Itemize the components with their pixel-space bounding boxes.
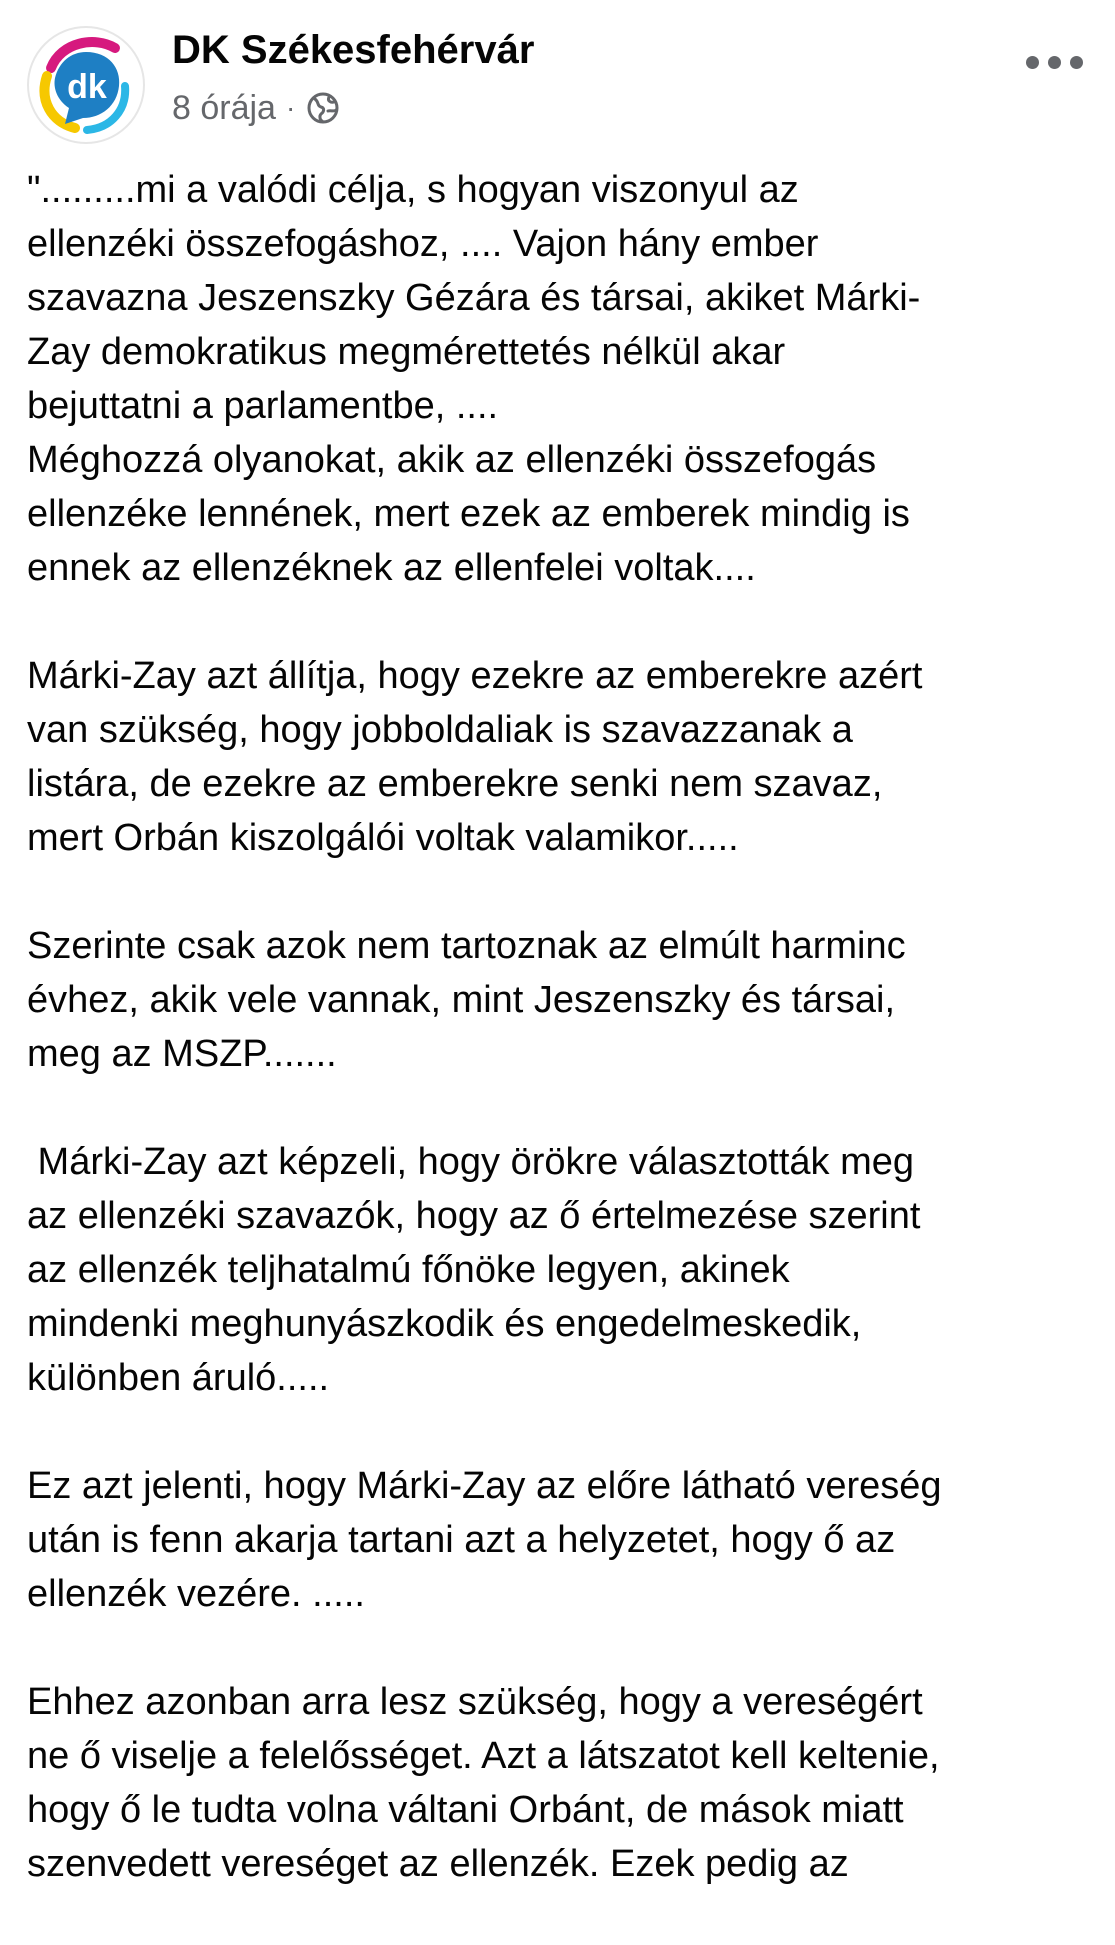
text-line: szenvedett vereséget az ellenzék. Ezek pedig az [27, 1843, 849, 1885]
text-line: évhez, akik vele vannak, mint Jeszenszky és társai, [27, 979, 896, 1021]
post-paragraph [27, 919, 1097, 1081]
text-line: mert Orbán kiszolgálói voltak valamikor..... [27, 817, 739, 859]
text-line: Ehhez azonban arra lesz szükség, hogy a vereségért [27, 1681, 923, 1723]
text-line: bejuttatni a parlamentbe, .... [27, 385, 499, 427]
page-name[interactable]: DK Székesfehérvár [172, 28, 535, 72]
text-line: van szükség, hogy jobboldaliak is szavazzanak a [27, 709, 853, 751]
text-line: ne ő viselje a felelősséget. Azt a látszatot kell keltenie, [27, 1735, 940, 1777]
text-line: hogy ő le tudta volna váltani Orbánt, de mások miatt [27, 1789, 904, 1831]
text-line: Szerinte csak azok nem tartoznak az elmúlt harminc [27, 925, 906, 967]
post-timestamp[interactable]: 8 órája [172, 88, 276, 127]
text-line: szavazna Jeszenszky Gézára és társai, akiket Márki- [27, 277, 921, 319]
text-line: ellenzék vezére. ..... [27, 1573, 365, 1615]
page-avatar[interactable] [27, 26, 145, 144]
text-line: Ez azt jelenti, hogy Márki-Zay az előre látható vereség [27, 1465, 942, 1507]
more-options-button[interactable] [1024, 38, 1086, 82]
globe-icon[interactable] [305, 90, 341, 126]
post-paragraph [27, 1675, 1097, 1891]
post-paragraph [27, 1135, 1097, 1405]
text-line: ".........mi a valódi célja, s hogyan viszonyul az [27, 169, 799, 211]
post-paragraph [27, 163, 1097, 595]
text-line: után is fenn akarja tartani azt a helyzetet, hogy ő az [27, 1519, 896, 1561]
meta-separator: · [285, 92, 296, 123]
text-line: ellenzéki összefogáshoz, .... Vajon hány ember [27, 223, 819, 265]
post-text [27, 163, 1097, 1945]
text-line: ennek az ellenzéknek az ellenfelei voltak.... [27, 547, 756, 589]
post-meta [172, 86, 341, 130]
post-paragraph [27, 649, 1097, 865]
logo-text: dk [67, 68, 107, 106]
post-paragraph [27, 1459, 1097, 1621]
text-line: Márki-Zay azt képzeli, hogy örökre választották meg [27, 1141, 915, 1183]
text-line: különben áruló..... [27, 1357, 330, 1399]
text-line: Márki-Zay azt állítja, hogy ezekre az emberekre azért [27, 655, 923, 697]
dk-logo-icon [29, 28, 143, 142]
text-line: Zay demokratikus megmérettetés nélkül akar [27, 331, 786, 373]
text-line: ellenzéke lennének, mert ezek az emberek mindig is [27, 493, 910, 535]
text-line: mindenki meghunyászkodik és engedelmeskedik, [27, 1303, 862, 1345]
more-dots-icon [1070, 56, 1083, 69]
text-line: az ellenzék teljhatalmú főnöke legyen, akinek [27, 1249, 790, 1291]
more-dots-icon [1026, 56, 1039, 69]
text-line: listára, de ezekre az emberekre senki nem szavaz, [27, 763, 883, 805]
text-line: az ellenzéki szavazók, hogy az ő értelmezése szerint [27, 1195, 921, 1237]
text-line: meg az MSZP....... [27, 1033, 337, 1075]
post-header [0, 0, 1115, 150]
text-line: Méghozzá olyanokat, akik az ellenzéki összefogás [27, 439, 877, 481]
more-dots-icon [1048, 56, 1061, 69]
